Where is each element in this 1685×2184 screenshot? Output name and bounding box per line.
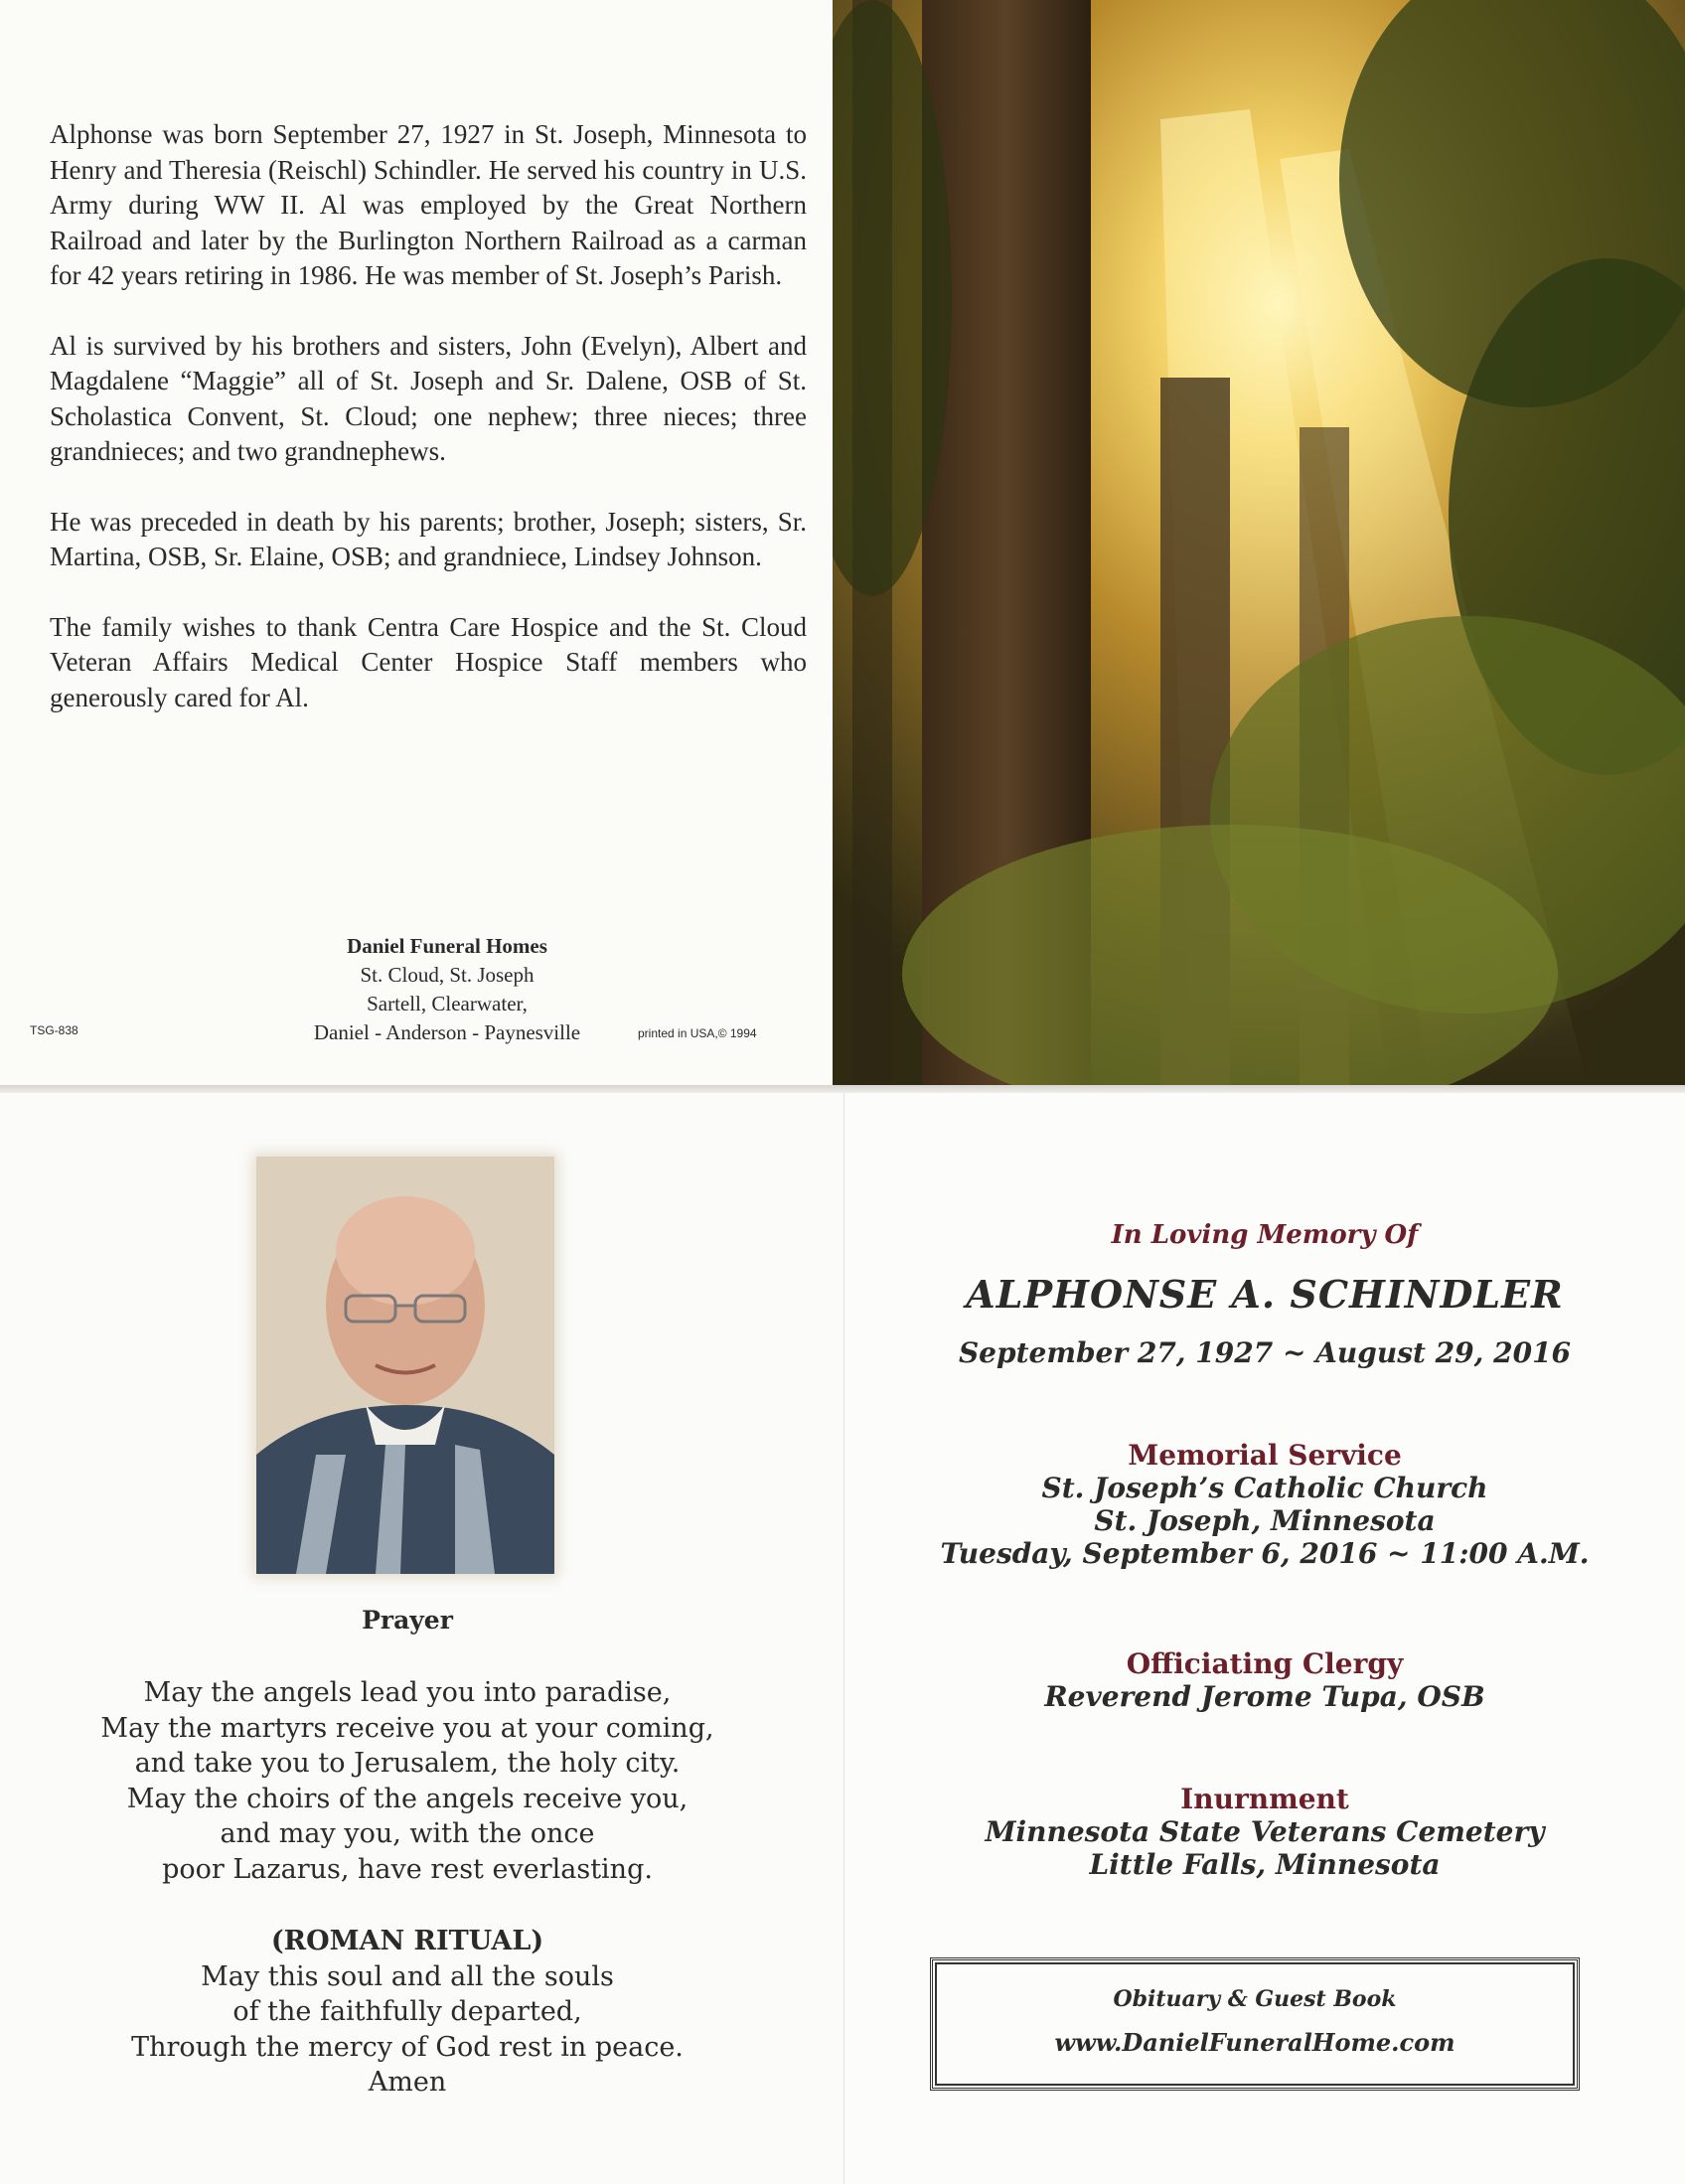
obituary-paragraph: The family wishes to thank Centra Care Hospice and the St. Cloud Veteran Affairs Medical Center Hospice Staff members who generously cared for Al. [50,611,807,712]
prayer-panel [0,1093,844,2184]
deceased-name: ALPHONSE A. SCHINDLER [966,1272,1564,1317]
memorial-service-line: St. Joseph, Minnesota [1094,1504,1436,1537]
memorial-service-block [844,1439,1685,1570]
prayer-line: May the martyrs receive you at your coming, [100,1712,714,1744]
obituary-panel [0,0,833,1085]
funeral-home-name: Daniel Funeral Homes [347,934,547,958]
printed-notice: printed in USA,© 1994 [638,1026,757,1040]
inurnment-line: Minnesota State Veterans Cemetery [985,1815,1545,1848]
roman-ritual-title: (ROMAN RITUAL) [270,1926,544,1956]
inurnment-block [844,1783,1685,1881]
clergy-block [844,1647,1685,1713]
prayer-line: and take you to Jerusalem, the holy city. [134,1748,681,1780]
prayer-line: poor Lazarus, have rest everlasting. [162,1853,653,1885]
forest-photo [833,0,1685,1085]
portrait-photo [256,1157,554,1574]
ritual-line: Through the mercy of God rest in peace. [131,2031,684,2063]
ritual-line: of the faithfully departed, [232,1996,582,2028]
memorial-service-line: St. Joseph’s Catholic Church [1041,1472,1488,1504]
prayer-text [0,1675,815,1888]
person-portrait-image [256,1157,554,1574]
roman-ritual [0,1924,815,2101]
funeral-home-locations: St. Cloud, St. Joseph [360,963,535,987]
guestbook-box [930,1957,1580,2091]
inurnment-line: Little Falls, Minnesota [1089,1848,1441,1881]
forest-sunlight-image [833,0,1685,1085]
funeral-home-locations: Daniel - Anderson - Paynesville [313,1020,581,1044]
guestbook-label: Obituary & Guest Book [1113,1986,1397,2012]
service-panel [844,1093,1685,2184]
in-loving-memory-heading: In Loving Memory Of [1111,1220,1419,1250]
product-code: TSG-838 [30,1023,78,1037]
prayer-title: Prayer [362,1606,453,1635]
funeral-home-locations: Sartell, Clearwater, [367,992,528,1015]
inurnment-heading: Inurnment [1180,1783,1349,1815]
memorial-service-heading: Memorial Service [1128,1439,1402,1472]
clergy-heading: Officiating Clergy [1126,1647,1404,1680]
prayer-line: May the angels lead you into paradise, [143,1677,672,1708]
obituary-paragraph: Al is survived by his brothers and sisters, John (Evelyn), Albert and Magdalene “Maggie” all of St. Joseph and Sr. Dalene, OSB of St. Scholastica Convent, St. Cloud; one nephew; three nieces; three grandnieces; and two grandnephews. [50,330,807,466]
obituary-paragraph: He was preceded in death by his parents; brother, Joseph; sisters, Sr. Martina, OSB, Sr. Elaine, OSB; and grandniece, Lindsey Johnson. [50,506,807,571]
obituary-text [50,117,807,750]
funeral-home-block [238,932,656,1047]
memorial-service-line: Tuesday, September 6, 2016 ~ 11:00 A.M. [940,1537,1590,1570]
life-dates: September 27, 1927 ~ August 29, 2016 [958,1336,1572,1369]
prayer-line: May the choirs of the angels receive you, [126,1783,689,1814]
prayer-line: and may you, with the once [220,1818,595,1850]
website-link[interactable]: www.DanielFuneralHome.com [1054,2028,1455,2057]
ritual-line: Amen [368,2067,447,2099]
fold-line [0,1085,1685,1093]
clergy-name: Reverend Jerome Tupa, OSB [1044,1680,1485,1713]
ritual-line: May this soul and all the souls [201,1960,614,1992]
obituary-paragraph: Alphonse was born September 27, 1927 in St. Joseph, Minnesota to Henry and Theresia (Reischl) Schindler. He served his country in U.S. Army during WW II. Al was employed by the Great Northern Railroad and later by the Burlington Northern Railroad as a carman for 42 years retiring in 1986. He was member of St. Joseph’s Parish. [50,119,807,290]
